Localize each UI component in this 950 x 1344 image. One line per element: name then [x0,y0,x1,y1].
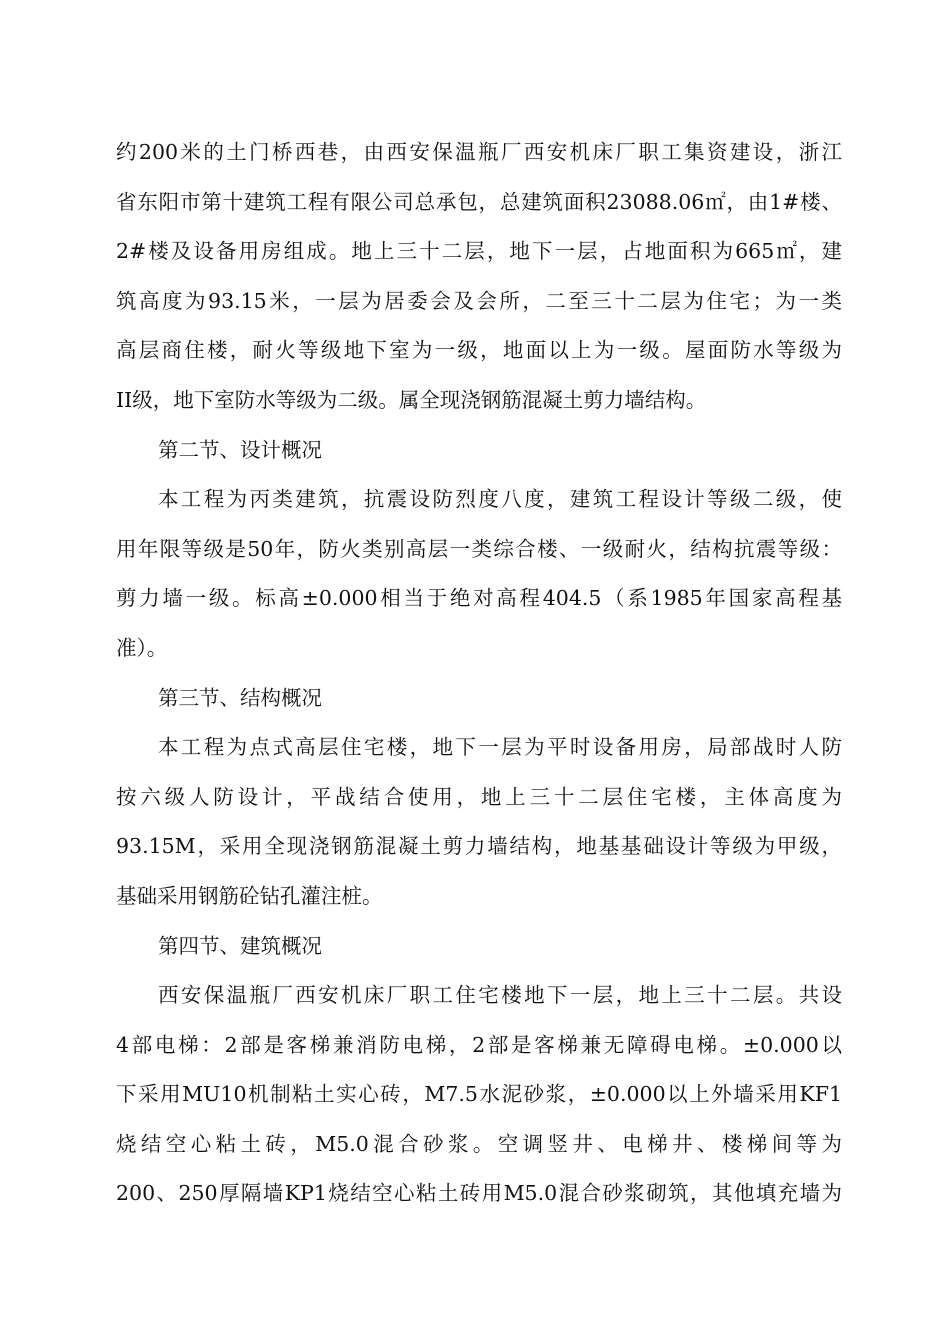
text-line: 下采用MU10机制粘土实心砖，M7.5水泥砂浆，±0.000以上外墙采用KF1 [116,1082,842,1107]
text-line: 200、250厚隔墙KP1烧结空心粘土砖用M5.0混合砂浆砌筑，其他填充墙为 [116,1181,842,1206]
text-line: II级，地下室防水等级为二级。属全现浇钢筋混凝土剪力墙结构。 [116,387,707,412]
text-line: 烧结空心粘土砖，M5.0混合砂浆。空调竖井、电梯井、楼梯间等为 [116,1131,842,1156]
text-line: 基础采用钢筋砼钻孔灌注桩。 [116,883,383,908]
text-line: 用年限等级是50年，防火类别高层一类综合楼、一级耐火，结构抗震等级： [116,536,842,561]
text-line: 筑高度为93.15米，一层为居委会及会所，二至三十二层为住宅；为一类 [116,288,842,313]
architecture-paragraph [116,971,842,1219]
text-line: 省东阳市第十建筑工程有限公司总承包，总建筑面积23088.06㎡，由1#楼、 [116,189,842,214]
text-line: 约200米的土门桥西巷，由西安保温瓶厂西安机床厂职工集资建设，浙江 [116,140,842,164]
text-line: 本工程为点式高层住宅楼，地下一层为平时设备用房，局部战时人防 [158,735,842,760]
text-line: 2#楼及设备用房组成。地上三十二层，地下一层，占地面积为665㎡，建 [116,239,842,264]
text-line: 93.15M，采用全现浇钢筋混凝土剪力墙结构，地基基础设计等级为甲级， [116,834,842,859]
text-line: 本工程为丙类建筑，抗震设防烈度八度，建筑工程设计等级二级，使 [158,487,842,512]
text-line: 剪力墙一级。标高±0.000相当于绝对高程404.5（系1985年国家高程基 [116,586,842,611]
text-line: 4部电梯：2部是客梯兼消防电梯，2部是客梯兼无障碍电梯。±0.000以 [116,1032,842,1057]
section-heading-design: 第二节、设计概况 [158,437,322,462]
structure-paragraph [116,723,842,921]
document-body [116,128,842,1219]
section-heading-architecture: 第四节、建筑概况 [158,933,322,958]
design-paragraph [116,475,842,673]
text-line: 高层商住楼，耐火等级地下室为一级，地面以上为一级。屋面防水等级为 [116,338,842,363]
section-heading-structure: 第三节、结构概况 [158,685,322,710]
text-line: 西安保温瓶厂西安机床厂职工住宅楼地下一层，地上三十二层。共设 [158,983,842,1008]
text-line: 按六级人防设计，平战结合使用，地上三十二层住宅楼，主体高度为 [116,784,842,809]
text-line: 准）。 [116,635,168,660]
overview-paragraph [116,128,842,426]
